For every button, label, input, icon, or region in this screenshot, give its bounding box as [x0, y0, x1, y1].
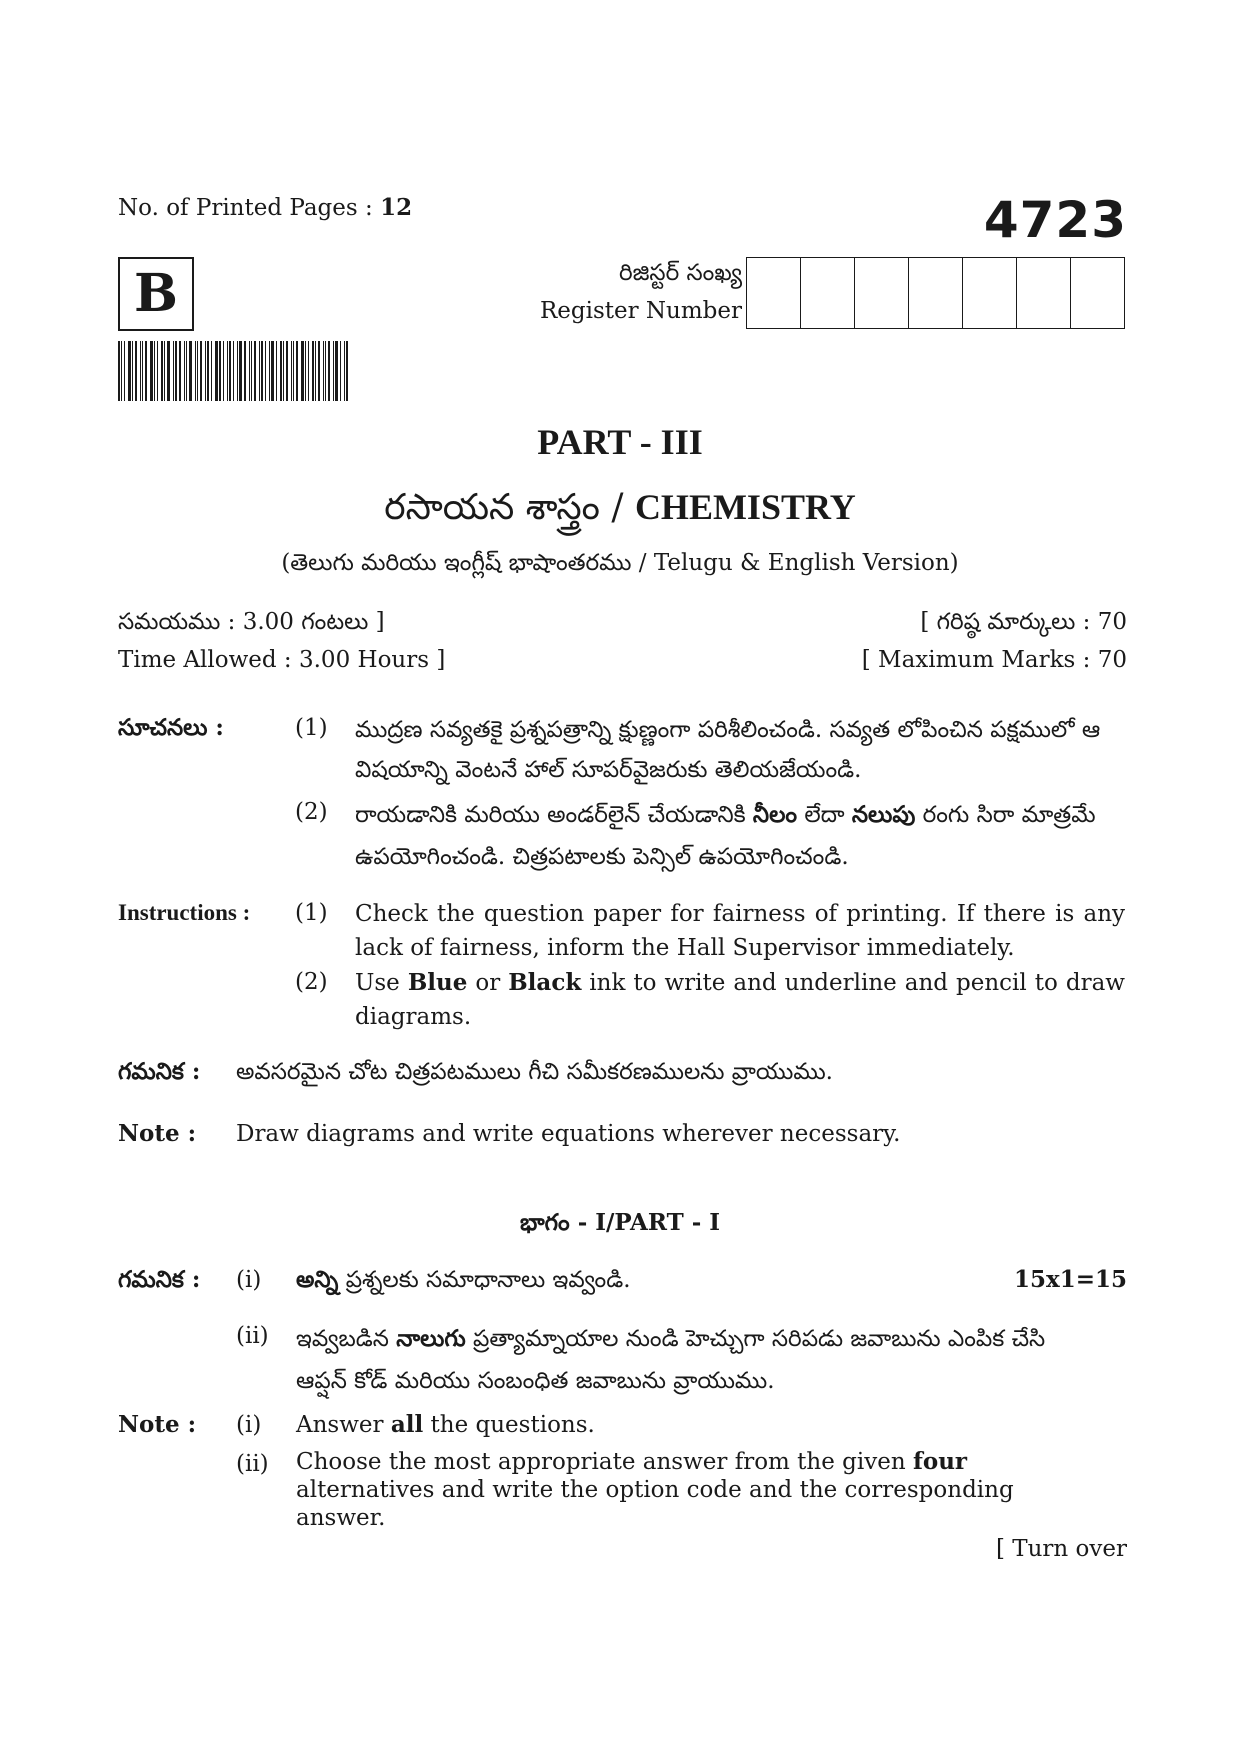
version-line: (తెలుగు మరియు ఇంగ్లీష్ భాషాంతరము / Telugu & English Version)	[281, 550, 959, 576]
instructions-en-text-2	[355, 966, 1125, 1034]
register-digit-box[interactable]	[963, 258, 1017, 328]
instructions-en-bold-black: Black	[508, 969, 582, 996]
section-en-text-1a: Answer	[296, 1412, 391, 1438]
note-en-label: Note :	[118, 1120, 197, 1147]
section-te-bold-four: నాలుగు	[396, 1325, 466, 1352]
section-en-num-1: (i)	[236, 1412, 262, 1438]
section-te-bold-all: అన్ని	[296, 1266, 339, 1293]
section-marks: 15x1=15	[1013, 1266, 1127, 1293]
instructions-te-num-2: (2)	[295, 799, 328, 825]
section-en-text-2	[296, 1448, 1076, 1532]
instructions-en-num-1: (1)	[295, 900, 328, 926]
register-label-en: Register Number	[539, 298, 742, 324]
instructions-en-text-2a: Use	[355, 970, 408, 996]
instructions-te-bold-black: నలుపు	[851, 801, 916, 828]
instructions-te-bold-blue: నీలం	[752, 801, 798, 828]
instructions-en-label: Instructions :	[118, 900, 251, 925]
register-digit-box[interactable]	[1017, 258, 1071, 328]
section-te-text-2a: ఇవ్వబడిన	[296, 1326, 397, 1352]
instructions-te-num-1: (1)	[295, 715, 328, 741]
instructions-en-text-2c: ink to write and underline and pencil to draw diagrams.	[355, 970, 1125, 1030]
time-te: సమయము : 3.00 గంటలు ]	[118, 609, 385, 635]
section-heading: భాగం - I/PART - I	[519, 1209, 721, 1236]
register-digit-box[interactable]	[909, 258, 963, 328]
marks-te: [ గరిష్ఠ మార్కులు : 70	[920, 609, 1127, 635]
section-en-text-2b: alternatives and write the option code and the corresponding answer.	[296, 1477, 1014, 1531]
section-en-bold-all: all	[390, 1411, 424, 1438]
subject-te: రసాయన శాస్త్రం	[384, 487, 600, 528]
instructions-te-text-2b: లేదా	[797, 802, 852, 828]
register-digit-box[interactable]	[801, 258, 855, 328]
marks-en: [ Maximum Marks : 70	[861, 647, 1127, 673]
paper-code: 4723	[983, 191, 1127, 249]
register-digit-box[interactable]	[855, 258, 909, 328]
section-note-en-label: Note :	[118, 1411, 197, 1438]
section-te-num-1: (i)	[236, 1267, 262, 1293]
register-number-boxes[interactable]	[746, 257, 1125, 329]
subject-en: CHEMISTRY	[634, 487, 856, 527]
instructions-te-text-2a: రాయడానికి మరియు అండర్‌లైన్ చేయడానికి	[355, 802, 753, 828]
section-te-text-1	[296, 1264, 631, 1296]
part-title: PART - III	[537, 422, 703, 462]
section-en-bold-four: four	[912, 1448, 968, 1475]
turn-over: [ Turn over	[995, 1536, 1127, 1562]
time-en: Time Allowed : 3.00 Hours ]	[118, 647, 446, 673]
barcode	[118, 341, 354, 401]
set-letter-box	[118, 257, 194, 331]
instructions-en-text-2b: or	[467, 970, 509, 996]
register-digit-box[interactable]	[747, 258, 801, 328]
note-te-text: అవసరమైన చోట చిత్రపటములు గీచి సమీకరణములను వ్రాయుము.	[236, 1059, 833, 1085]
subject-title	[0, 482, 1240, 533]
instructions-te-text-1: ముద్రణ సవ్యతకై ప్రశ్నపత్రాన్ని క్షుణ్ణంగా పరిశీలించండి. సవ్యత లోపించిన పక్షములో ఆ విషయాన్ని వెంటనే హాల్ సూపర్‌వైజరుకు తెలియజేయండి.	[355, 717, 1101, 783]
section-en-num-2: (ii)	[236, 1451, 269, 1477]
printed-pages-value: 12	[380, 194, 413, 221]
instructions-en-bold-blue: Blue	[407, 969, 468, 996]
section-te-text-2b: ప్రత్యామ్నాయాల నుండి హెచ్చుగా సరిపడు జవాబును ఎంపిక చేసి ఆప్షన్ కోడ్ మరియు సంబంధిత జవాబును వ్రాయుము.	[296, 1326, 1046, 1394]
register-label-te: రిజిస్టర్ సంఖ్య	[618, 260, 742, 286]
section-te-text-2	[296, 1318, 1076, 1402]
section-te-text-1a: ప్రశ్నలకు సమాధానాలు ఇవ్వండి.	[338, 1267, 631, 1293]
printed-pages	[118, 192, 412, 224]
printed-pages-label: No. of Printed Pages :	[118, 195, 381, 221]
section-te-num-2: (ii)	[236, 1323, 269, 1349]
instructions-te-text-2	[355, 794, 1125, 878]
section-en-text-1	[296, 1409, 595, 1441]
instructions-en-num-2: (2)	[295, 969, 328, 995]
section-note-te-label: గమనిక :	[118, 1266, 201, 1293]
section-en-text-1b: the questions.	[423, 1412, 595, 1438]
section-en-text-2a: Choose the most appropriate answer from the given	[296, 1449, 913, 1475]
note-te-label: గమనిక :	[118, 1058, 201, 1085]
register-digit-box[interactable]	[1071, 258, 1124, 328]
subject-sep: /	[599, 487, 635, 528]
instructions-te-label: సూచనలు :	[118, 714, 224, 741]
set-letter: B	[134, 263, 178, 324]
instructions-en-text-1: Check the question paper for fairness of printing. If there is any lack of fairness, inform the Hall Supervisor immediately.	[355, 901, 1125, 961]
instructions-te-text-2c: రంగు సిరా మాత్రమే ఉపయోగించండి. చిత్రపటాలకు పెన్సిల్ ఉపయోగించండి.	[355, 802, 1096, 870]
note-en-text: Draw diagrams and write equations wherever necessary.	[236, 1121, 901, 1147]
